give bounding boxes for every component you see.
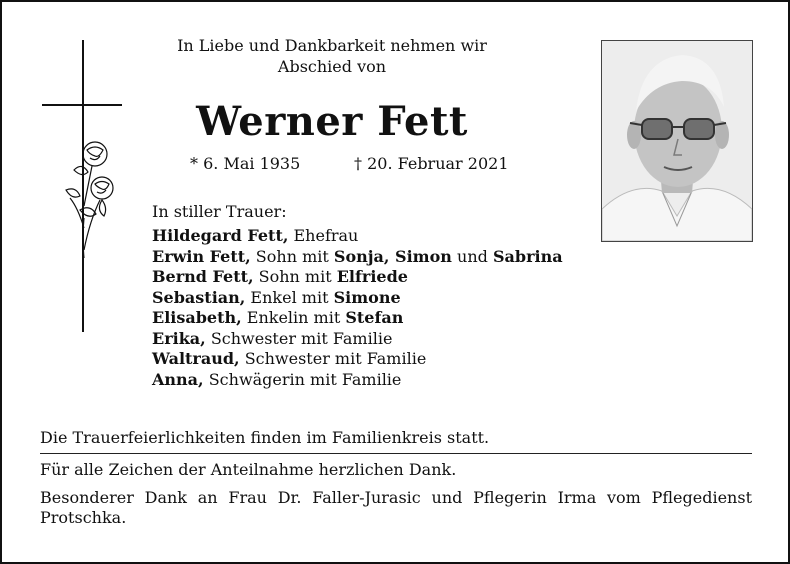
special-thanks: Besonderer Dank an Frau Dr. Faller-Jurasic und Pflegerin Irma vom Pflegedienst Protschka. bbox=[40, 488, 752, 527]
mourner-relation: Schwägerin mit Familie bbox=[203, 369, 402, 389]
mourning-label: In stiller Trauer: bbox=[152, 202, 287, 221]
mourner-relation: Ehefrau bbox=[288, 226, 359, 245]
intro-line-2: Abschied von bbox=[277, 57, 387, 76]
mourner-companion: Elfriede bbox=[336, 267, 408, 286]
mourner-conjunction: und bbox=[451, 246, 493, 266]
portrait-image bbox=[602, 41, 752, 241]
ceremony-note: Die Trauerfeierlichkeiten finden im Familienkreis statt. bbox=[40, 428, 490, 447]
mourner-companion: Sonja, Simon bbox=[333, 246, 452, 266]
deceased-name: Werner Fett bbox=[196, 98, 468, 145]
roses-icon bbox=[66, 142, 113, 258]
intro-text bbox=[142, 35, 522, 77]
mourner-relation: Sohn mit bbox=[250, 246, 334, 266]
list-item bbox=[152, 349, 563, 370]
birth-date: * 6. Mai 1935 bbox=[190, 154, 301, 173]
cross-with-roses-icon bbox=[40, 40, 130, 336]
mourner-name: Waltraud, bbox=[152, 349, 240, 368]
death-date: † 20. Februar 2021 bbox=[354, 154, 509, 173]
mourner-relation: Schwester mit Familie bbox=[239, 349, 427, 368]
mourner-name: Elisabeth, bbox=[152, 308, 242, 327]
mourner-name: Anna, bbox=[152, 369, 204, 389]
mourner-name: Erwin Fett, bbox=[152, 246, 251, 266]
mourner-companion: Sabrina bbox=[492, 246, 563, 266]
list-item bbox=[152, 247, 563, 268]
mourner-name: Hildegard Fett, bbox=[152, 226, 289, 245]
portrait-photo bbox=[601, 40, 753, 242]
list-item bbox=[152, 308, 563, 329]
mourner-name: Erika, bbox=[152, 328, 206, 348]
divider bbox=[40, 453, 752, 454]
list-item bbox=[152, 226, 563, 247]
intro-line-1: In Liebe und Dankbarkeit nehmen wir bbox=[177, 36, 487, 55]
list-item bbox=[152, 267, 563, 288]
list-item bbox=[152, 329, 563, 350]
thanks-note: Für alle Zeichen der Anteilnahme herzlichen Dank. bbox=[40, 460, 457, 479]
mourner-companion: Simone bbox=[333, 287, 401, 307]
mourner-name: Sebastian, bbox=[152, 287, 246, 307]
mourner-name: Bernd Fett, bbox=[152, 267, 254, 286]
mourner-relation: Enkelin mit bbox=[241, 308, 346, 327]
mourner-relation: Sohn mit bbox=[253, 267, 337, 286]
mourner-relation: Schwester mit Familie bbox=[205, 328, 393, 348]
mourner-relation: Enkel mit bbox=[245, 287, 334, 307]
list-item bbox=[152, 370, 563, 391]
mourners-list bbox=[152, 226, 563, 390]
list-item bbox=[152, 288, 563, 309]
mourner-companion: Stefan bbox=[345, 308, 404, 327]
